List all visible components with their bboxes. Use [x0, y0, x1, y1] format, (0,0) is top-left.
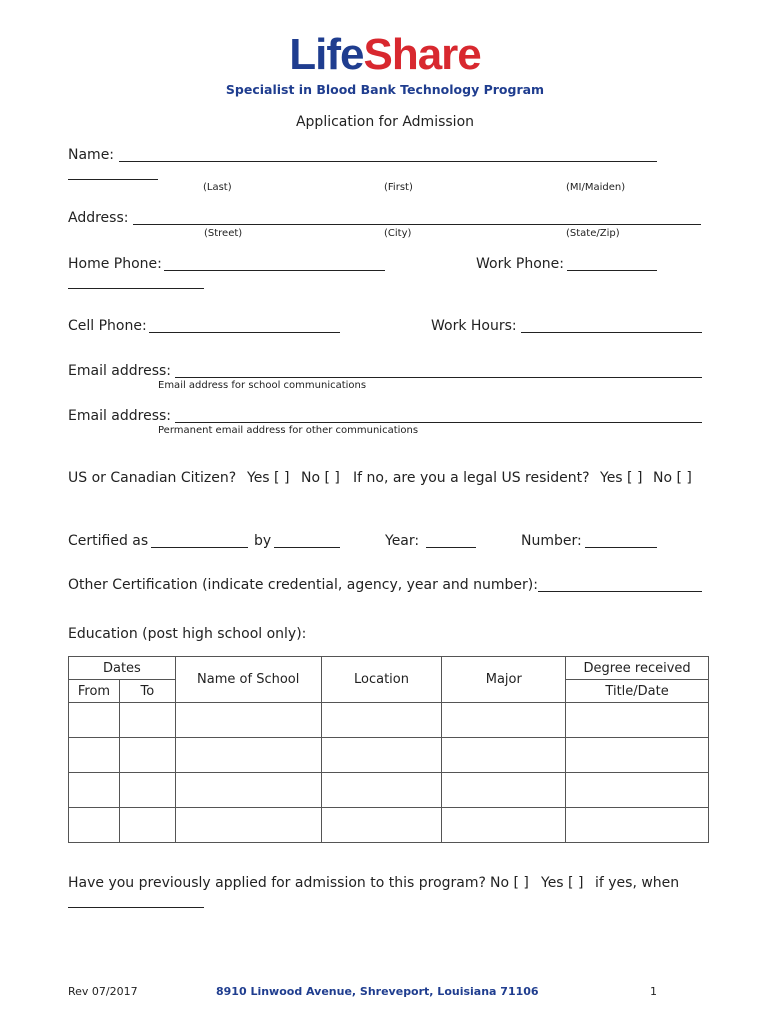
- from-header: From: [69, 680, 120, 703]
- program-subtitle: Specialist in Blood Bank Technology Program: [225, 82, 545, 97]
- location-header: Location: [321, 657, 442, 703]
- name-last-caption: (Last): [203, 182, 232, 193]
- resident-no-checkbox[interactable]: No [ ]: [653, 470, 692, 486]
- table-cell[interactable]: [321, 773, 442, 808]
- previous-yes-checkbox[interactable]: Yes [ ]: [541, 875, 584, 891]
- page-number: 1: [650, 985, 657, 998]
- work-phone-line-continued[interactable]: [68, 288, 204, 289]
- email2-hint: Permanent email address for other communications: [158, 425, 419, 436]
- work-phone-line[interactable]: [567, 270, 657, 271]
- table-cell[interactable]: [566, 773, 709, 808]
- lifeshare-logo: [0, 30, 770, 80]
- name-first-caption: (First): [384, 182, 413, 193]
- logo-life: Life: [289, 30, 364, 79]
- certified-line[interactable]: [151, 547, 248, 548]
- email1-label: Email address:: [68, 363, 172, 379]
- table-cell[interactable]: [119, 773, 175, 808]
- table-cell[interactable]: [321, 738, 442, 773]
- year-label: Year:: [385, 533, 420, 549]
- table-cell[interactable]: [175, 808, 321, 843]
- home-phone-label: Home Phone:: [68, 256, 162, 272]
- other-cert-line[interactable]: [538, 591, 702, 592]
- by-label: by: [254, 533, 272, 549]
- table-cell[interactable]: [69, 738, 120, 773]
- table-cell[interactable]: [442, 703, 566, 738]
- table-cell[interactable]: [119, 738, 175, 773]
- table-cell[interactable]: [321, 703, 442, 738]
- citizen-yes-checkbox[interactable]: Yes [ ]: [247, 470, 290, 486]
- work-phone-label: Work Phone:: [476, 256, 564, 272]
- home-phone-line[interactable]: [164, 270, 385, 271]
- certified-label: Certified as: [68, 533, 149, 549]
- name-line[interactable]: [119, 161, 657, 162]
- table-cell[interactable]: [566, 808, 709, 843]
- previous-question: Have you previously applied for admission to this program?: [68, 875, 486, 891]
- name-line-continued[interactable]: [68, 179, 158, 180]
- address-label: Address:: [68, 210, 129, 226]
- degree-header: Degree received: [566, 657, 709, 680]
- number-label: Number:: [521, 533, 582, 549]
- table-cell[interactable]: [69, 703, 120, 738]
- major-header: Major: [442, 657, 566, 703]
- address-statezip-caption: (State/Zip): [566, 228, 620, 239]
- address-city-caption: (City): [384, 228, 412, 239]
- table-cell[interactable]: [69, 773, 120, 808]
- number-line[interactable]: [585, 547, 657, 548]
- table-cell[interactable]: [175, 773, 321, 808]
- previous-when-label: if yes, when: [595, 875, 680, 891]
- table-cell[interactable]: [566, 703, 709, 738]
- table-row: [69, 703, 709, 738]
- table-row: [69, 773, 709, 808]
- school-header: Name of School: [175, 657, 321, 703]
- email2-line[interactable]: [175, 422, 702, 423]
- table-cell[interactable]: [69, 808, 120, 843]
- email1-hint: Email address for school communications: [158, 380, 367, 391]
- address-line[interactable]: [133, 224, 701, 225]
- table-cell[interactable]: [321, 808, 442, 843]
- name-mi-caption: (MI/Maiden): [566, 182, 626, 193]
- previous-no-checkbox[interactable]: No [ ]: [490, 875, 529, 891]
- title-date-header: Title/Date: [566, 680, 709, 703]
- table-cell[interactable]: [566, 738, 709, 773]
- resident-question: If no, are you a legal US resident?: [353, 470, 590, 486]
- table-cell[interactable]: [119, 808, 175, 843]
- year-line[interactable]: [426, 547, 476, 548]
- cell-phone-label: Cell Phone:: [68, 318, 147, 334]
- resident-yes-checkbox[interactable]: Yes [ ]: [600, 470, 643, 486]
- table-cell[interactable]: [442, 738, 566, 773]
- work-hours-label: Work Hours:: [431, 318, 517, 334]
- dates-header: Dates: [69, 657, 176, 680]
- previous-when-line[interactable]: [68, 907, 204, 908]
- footer-address: 8910 Linwood Avenue, Shreveport, Louisiana 71106: [216, 985, 539, 998]
- revision-date: Rev 07/2017: [68, 985, 138, 998]
- table-cell[interactable]: [442, 808, 566, 843]
- other-cert-label: Other Certification (indicate credential, agency, year and number):: [68, 577, 538, 593]
- table-row: [69, 808, 709, 843]
- cell-phone-line[interactable]: [149, 332, 340, 333]
- logo-share: Share: [363, 30, 481, 79]
- table-cell[interactable]: [175, 738, 321, 773]
- email2-label: Email address:: [68, 408, 172, 424]
- education-label: Education (post high school only):: [68, 626, 307, 642]
- table-cell[interactable]: [119, 703, 175, 738]
- name-label: Name:: [68, 147, 115, 163]
- address-street-caption: (Street): [204, 228, 243, 239]
- page-title: Application for Admission: [295, 114, 475, 130]
- table-cell[interactable]: [442, 773, 566, 808]
- email1-line[interactable]: [175, 377, 702, 378]
- table-row: [69, 738, 709, 773]
- to-header: To: [119, 680, 175, 703]
- by-line[interactable]: [274, 547, 340, 548]
- citizen-no-checkbox[interactable]: No [ ]: [301, 470, 340, 486]
- citizen-question: US or Canadian Citizen?: [68, 470, 237, 486]
- table-cell[interactable]: [175, 703, 321, 738]
- work-hours-line[interactable]: [521, 332, 702, 333]
- education-table: [68, 656, 709, 843]
